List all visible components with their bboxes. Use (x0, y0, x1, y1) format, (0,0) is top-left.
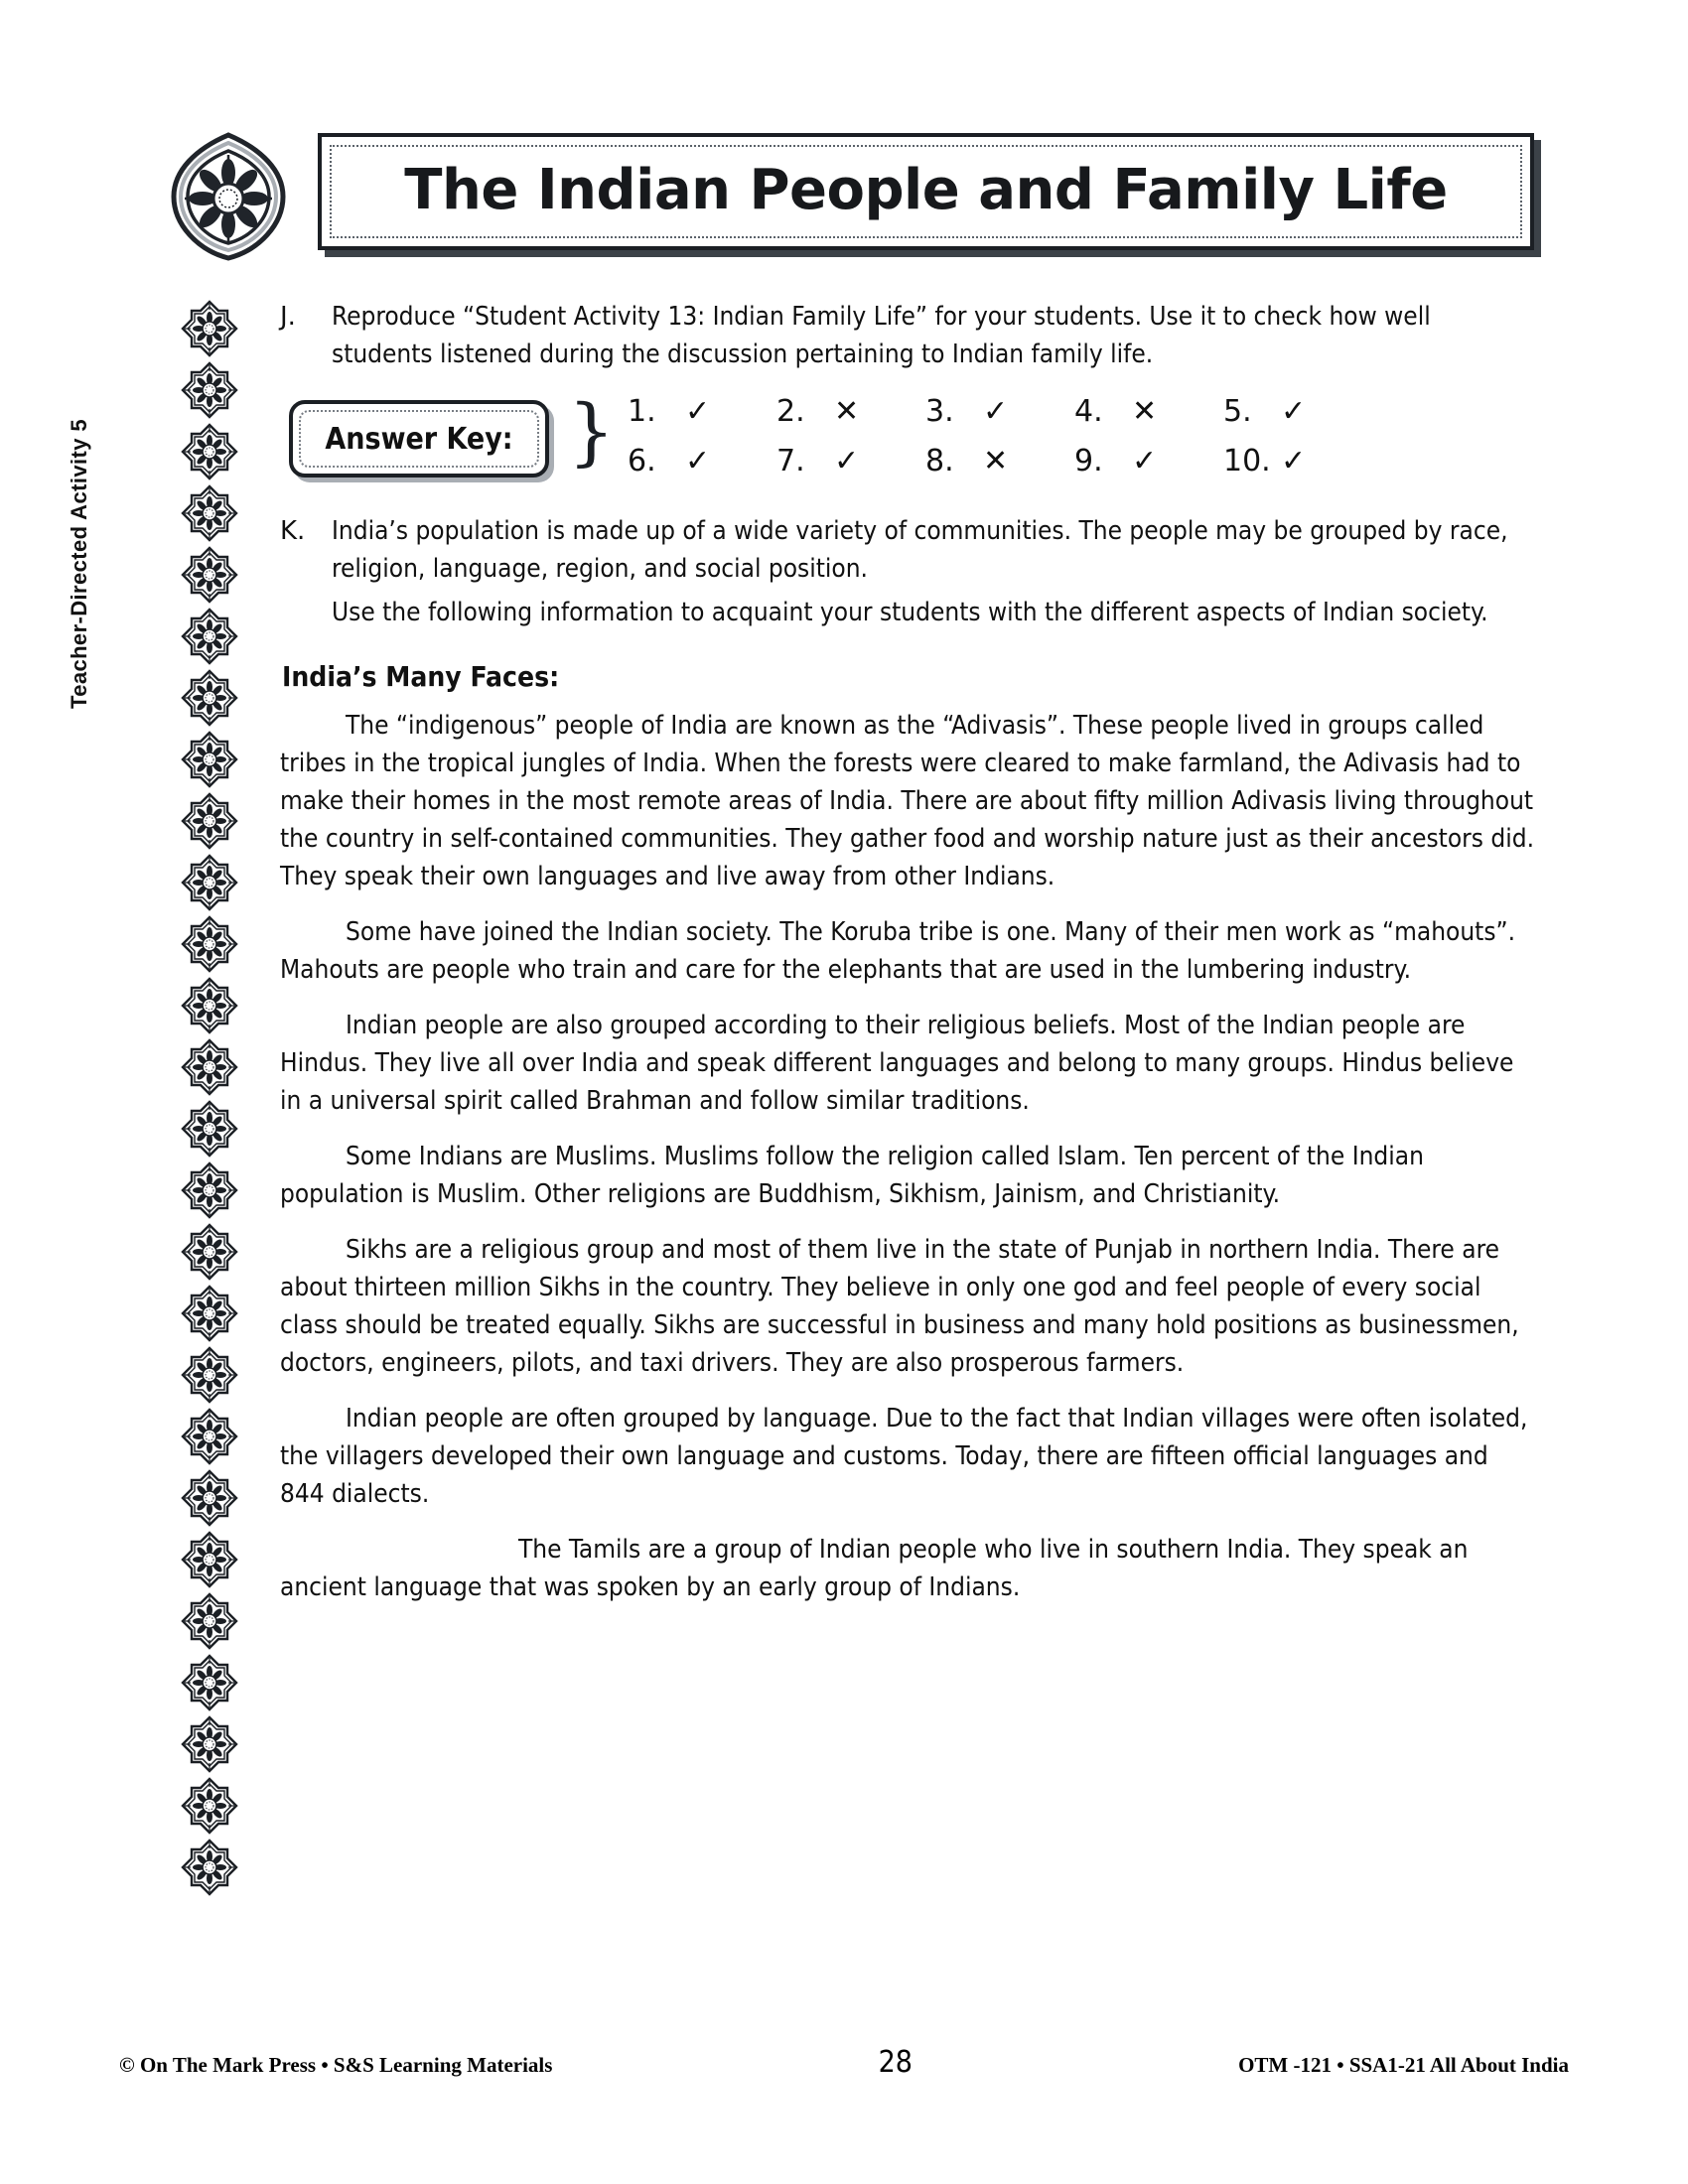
lotus-mandala-icon (134, 127, 323, 266)
quatrefoil-mandala-icon (179, 544, 240, 606)
quatrefoil-mandala-icon (179, 359, 240, 421)
answer-number: 7. (776, 444, 805, 478)
answer-item (1074, 387, 1223, 437)
right-brace: } (568, 389, 616, 475)
quatrefoil-mandala-icon (179, 1406, 240, 1467)
answer-mark: ✓ (834, 444, 860, 478)
answer-key-grid (628, 387, 1382, 486)
answer-item (925, 387, 1074, 437)
answer-number: 3. (925, 394, 954, 429)
quatrefoil-mandala-icon (179, 421, 240, 482)
quatrefoil-mandala-icon (179, 852, 240, 913)
body-paragraph-3: Indian people are also grouped according to their religious beliefs. Most of the Indian people are Hindus. They live all over India and speak different languages and belong to many groups. Hindus believe in a universal spirit called Brahman and follow similar traditions. (280, 1011, 1514, 1116)
page-title: The Indian People and Family Life (404, 157, 1448, 222)
quatrefoil-mandala-icon (179, 1652, 240, 1713)
quatrefoil-mandala-icon (179, 606, 240, 667)
answer-item (925, 437, 1074, 486)
body-paragraph-1: The “indigenous” people of India are known as the “Adivasis”. These people lived in groups called tribes in the tropical jungles of India. When the forests were cleared to make farmland, the Adivasis had to make their homes in the most remote areas of India. There are about fifty million Adivasis living throughout the country in self-contained communities. They gather food and worship nature just as their ancestors did. They speak their own languages and live away from other Indians. (280, 711, 1535, 891)
footer-page-number: 28 (878, 2045, 913, 2080)
answer-number: 4. (1074, 394, 1103, 429)
answer-key-block (280, 387, 1536, 490)
quatrefoil-mandala-icon (179, 1221, 240, 1283)
answer-key-badge (270, 393, 568, 484)
answer-key-plate (289, 400, 549, 478)
item-j-letter: J. (280, 302, 296, 332)
answer-item (776, 437, 925, 486)
quatrefoil-mandala-icon (179, 1344, 240, 1406)
answer-item (776, 387, 925, 437)
page-footer (119, 2045, 1569, 2080)
quatrefoil-mandala-icon (179, 1713, 240, 1775)
quatrefoil-mandala-icon (179, 1529, 240, 1590)
quatrefoil-mandala-icon (179, 1098, 240, 1160)
section-heading: India’s Many Faces: (282, 660, 560, 693)
item-j-text: Reproduce “Student Activity 13: Indian Family Life” for your students. Use it to check how well students listened during the discussion pertaining to Indian family life. (332, 302, 1431, 369)
quatrefoil-mandala-icon (179, 1160, 240, 1221)
body-paragraph-6: Indian people are often grouped by language. Due to the fact that Indian villages were often isolated, the villagers developed their own language and customs. Today, there are fifteen official languages and 844 dialects. (280, 1404, 1528, 1509)
answer-mark: ✓ (685, 394, 711, 429)
quatrefoil-mandala-icon (179, 1283, 240, 1344)
answer-number: 8. (925, 444, 954, 478)
quatrefoil-mandala-icon (179, 482, 240, 544)
answer-number: 2. (776, 394, 805, 429)
quatrefoil-mandala-icon (179, 1775, 240, 1837)
quatrefoil-mandala-icon (179, 913, 240, 975)
answer-key-row-2 (628, 437, 1382, 486)
item-j (280, 298, 1536, 373)
item-k-letter: K. (280, 516, 306, 546)
item-k-text: India’s population is made up of a wide variety of communities. The people may be grouped by race, religion, language, region, and social position. (332, 516, 1508, 584)
answer-mark: ✓ (685, 444, 711, 478)
title-plate (318, 133, 1534, 250)
item-k-text-2: Use the following information to acquaint your students with the different aspects of Indian society. (332, 598, 1488, 627)
answer-key-row-1 (628, 387, 1382, 437)
answer-item (1223, 437, 1372, 486)
page-header (134, 127, 1534, 256)
footer-copyright: © On The Mark Press • S&S Learning Materials (119, 2053, 553, 2077)
quatrefoil-mandala-icon (179, 790, 240, 852)
main-content (280, 298, 1536, 1624)
item-k (280, 512, 1536, 588)
quatrefoil-mandala-icon (179, 667, 240, 729)
answer-number: 5. (1223, 394, 1252, 429)
answer-number: 10. (1223, 444, 1271, 478)
quatrefoil-mandala-icon (179, 1590, 240, 1652)
quatrefoil-mandala-icon (179, 298, 240, 359)
quatrefoil-mandala-icon (179, 975, 240, 1036)
answer-number: 1. (628, 394, 656, 429)
answer-mark: ✓ (1281, 444, 1307, 478)
decorative-border-strip (177, 298, 242, 2005)
footer-product-code: OTM -121 • SSA1-21 All About India (1238, 2053, 1569, 2077)
quatrefoil-mandala-icon (179, 1467, 240, 1529)
body-paragraph-7: The Tamils are a group of Indian people who live in southern India. They speak an ancient language that was spoken by an early group of Indians. (280, 1535, 1469, 1602)
answer-mark: ✕ (983, 444, 1009, 478)
answer-item (628, 387, 776, 437)
answer-mark: ✓ (1281, 394, 1307, 429)
body-paragraph-2: Some have joined the Indian society. The Koruba tribe is one. Many of their men work as “mahouts”. Mahouts are people who train and care for the elephants that are used in the lumbering industry. (280, 917, 1516, 985)
quatrefoil-mandala-icon (179, 1837, 240, 1898)
body-paragraph-5: Sikhs are a religious group and most of them live in the state of Punjab in northern India. There are about thirteen million Sikhs in the country. They believe in only one god and feel people of every social class should be treated equally. Sikhs are successful in business and many hold positions as businessmen, doctors, engineers, pilots, and taxi drivers. They are also prosperous farmers. (280, 1235, 1519, 1378)
answer-item (1074, 437, 1223, 486)
answer-number: 6. (628, 444, 656, 478)
answer-mark: ✓ (1132, 444, 1158, 478)
answer-key-label: Answer Key: (325, 421, 513, 457)
quatrefoil-mandala-icon (179, 729, 240, 790)
answer-number: 9. (1074, 444, 1103, 478)
answer-item (628, 437, 776, 486)
activity-side-label: Teacher-Directed Activity 5 (67, 418, 91, 710)
answer-item (1223, 387, 1372, 437)
body-paragraph-4: Some Indians are Muslims. Muslims follow the religion called Islam. Ten percent of the Indian population is Muslim. Other religions are Buddhism, Sikhism, Jainism, and Christianity. (280, 1142, 1424, 1209)
answer-mark: ✕ (834, 394, 860, 429)
quatrefoil-mandala-icon (179, 1036, 240, 1098)
answer-mark: ✕ (1132, 394, 1158, 429)
answer-mark: ✓ (983, 394, 1009, 429)
